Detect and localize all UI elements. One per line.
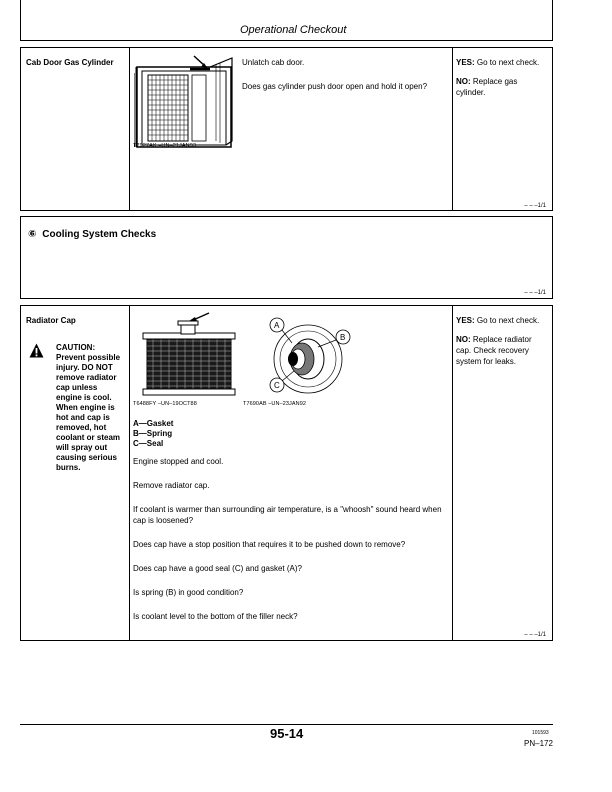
yes-text: Go to next check. [476, 58, 540, 67]
caution-line: When engine is [56, 403, 115, 412]
instruction-line: Does cap have a stop position that requires it to be pushed down to remove? [133, 540, 406, 549]
end-mark: – – –1/1 [524, 203, 546, 209]
footer-code: PN–172 [524, 739, 553, 748]
figure-caption: T7690AB –UN–23JAN92 [243, 401, 307, 407]
section-heading [28, 229, 156, 240]
legend-item: C—Seal [133, 439, 164, 448]
no-label: NO: [456, 335, 471, 344]
footer-code-small: 101593 [532, 730, 549, 736]
caution-line: burns. [56, 463, 81, 472]
yes-text: Go to next check. [476, 316, 540, 325]
result-column [456, 57, 548, 98]
result-column [456, 315, 548, 367]
radiator-cap-figure [246, 311, 356, 401]
caution-line: remove radiator [56, 373, 117, 382]
yes-label: YES: [456, 58, 475, 67]
end-mark: – – –1/1 [524, 632, 546, 638]
caution-line: removed, hot [56, 423, 107, 432]
caution-text [56, 343, 131, 473]
radiator-figure [133, 311, 243, 401]
cooling-system-section [20, 216, 553, 299]
section-label: Cab Door Gas Cylinder [26, 58, 114, 67]
legend-item: A—Gasket [133, 419, 174, 428]
figure-caption: T6488FY –UN–19OCT88 [133, 401, 197, 407]
legend [133, 419, 173, 449]
caution-line: will spray out [56, 443, 108, 452]
instruction-line: Unlatch cab door. [242, 58, 305, 67]
callout-a: A [274, 321, 280, 330]
page-number: 95-14 [270, 726, 304, 741]
no-text: Replace gas cylinder. [456, 77, 518, 97]
instruction-line: Engine stopped and cool. [133, 457, 224, 466]
warning-icon [29, 343, 44, 358]
caution-line: hot and cap is [56, 413, 110, 422]
cab-door-section [20, 47, 553, 211]
caution-line: cap unless [56, 383, 98, 392]
instructions [133, 456, 443, 635]
caution-line: engine is cool. [56, 393, 112, 402]
footer-rule [20, 724, 553, 725]
cab-door-figure [134, 53, 246, 148]
caution-line: Prevent possible [56, 353, 121, 362]
no-text: Replace radiator cap. Check recovery system for leaks. [456, 335, 532, 366]
instructions [242, 57, 447, 105]
instruction-line: Is coolant level to the bottom of the filler neck? [133, 612, 298, 621]
caution-line: causing serious [56, 453, 117, 462]
caution-line: CAUTION: [56, 343, 96, 352]
yes-label: YES: [456, 316, 475, 325]
section-number-icon: ⑥ [28, 229, 37, 240]
instruction-line: Remove radiator cap. [133, 481, 210, 490]
top-right-border [552, 0, 553, 40]
instruction-line: Does cap have a good seal (C) and gasket (A)? [133, 564, 302, 573]
instruction-line: If coolant is warmer than surrounding air temperature, is a "whoosh" sound heard when cap is loosened? [133, 505, 442, 525]
instruction-line: Does gas cylinder push door open and hold it open? [242, 82, 428, 91]
no-label: NO: [456, 77, 471, 86]
end-mark: – – –1/1 [524, 290, 546, 296]
caution-line: injury. DO NOT [56, 363, 113, 372]
caution-line: coolant or steam [56, 433, 121, 442]
radiator-cap-section [20, 305, 553, 641]
figure-caption: T7927AK –UN–21JAN93 [133, 143, 197, 149]
page-title: Operational Checkout [240, 24, 347, 36]
section-title: Cooling System Checks [42, 229, 157, 240]
header-rule [20, 40, 553, 41]
section-label: Radiator Cap [26, 316, 76, 325]
callout-c: C [274, 381, 280, 390]
callout-b: B [340, 333, 346, 342]
legend-item: B—Spring [133, 429, 173, 438]
instruction-line: Is spring (B) in good condition? [133, 588, 244, 597]
top-left-border [20, 0, 21, 40]
